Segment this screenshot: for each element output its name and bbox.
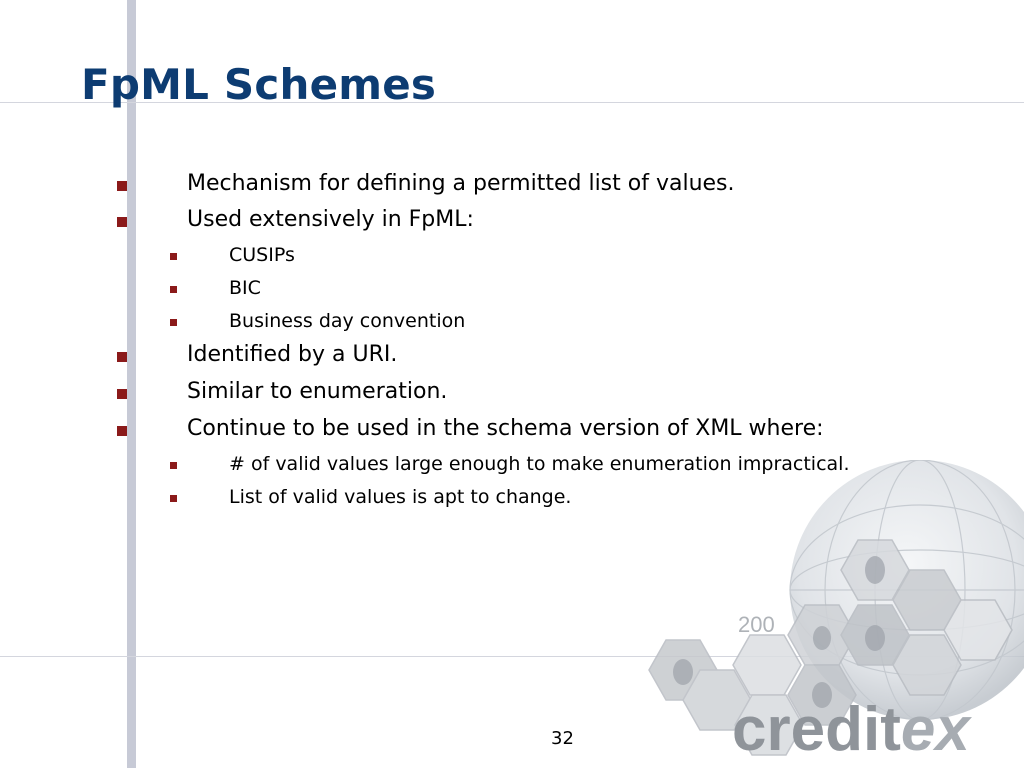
sub-bullet-item: List of valid values is apt to change.: [229, 486, 572, 508]
sub-bullet-marker: [170, 462, 177, 469]
sub-bullet-item: Business day convention: [229, 310, 466, 332]
logo-text-main: credit: [732, 695, 901, 764]
logo-text-accent: ex: [900, 695, 970, 764]
logo-wordmark: [732, 695, 972, 764]
bullet-item: Used extensively in FpML:: [187, 207, 474, 232]
sub-bullet-marker: [170, 253, 177, 260]
bullet-item: Mechanism for defining a permitted list of values.: [187, 171, 735, 196]
bullet-item: Similar to enumeration.: [187, 379, 448, 404]
sub-bullet-item: CUSIPs: [229, 244, 295, 266]
sub-bullet-marker: [170, 495, 177, 502]
bullet-marker: [117, 352, 127, 362]
page-number: 32: [551, 728, 574, 749]
bullet-marker: [117, 181, 127, 191]
sub-bullet-item: # of valid values large enough to make enumeration impractical.: [229, 453, 850, 475]
bullet-item: Continue to be used in the schema version of XML where:: [187, 416, 824, 441]
sub-bullet-item: BIC: [229, 277, 261, 299]
creditex-logo-artwork: [630, 460, 1024, 768]
slide-title: FpML Schemes: [81, 60, 437, 109]
banknote-value: 200: [738, 612, 775, 637]
bullet-marker: [117, 389, 127, 399]
bullet-marker: [117, 426, 127, 436]
bullet-item: Identified by a URI.: [187, 342, 398, 367]
sub-bullet-marker: [170, 319, 177, 326]
bullet-marker: [117, 217, 127, 227]
sub-bullet-marker: [170, 286, 177, 293]
